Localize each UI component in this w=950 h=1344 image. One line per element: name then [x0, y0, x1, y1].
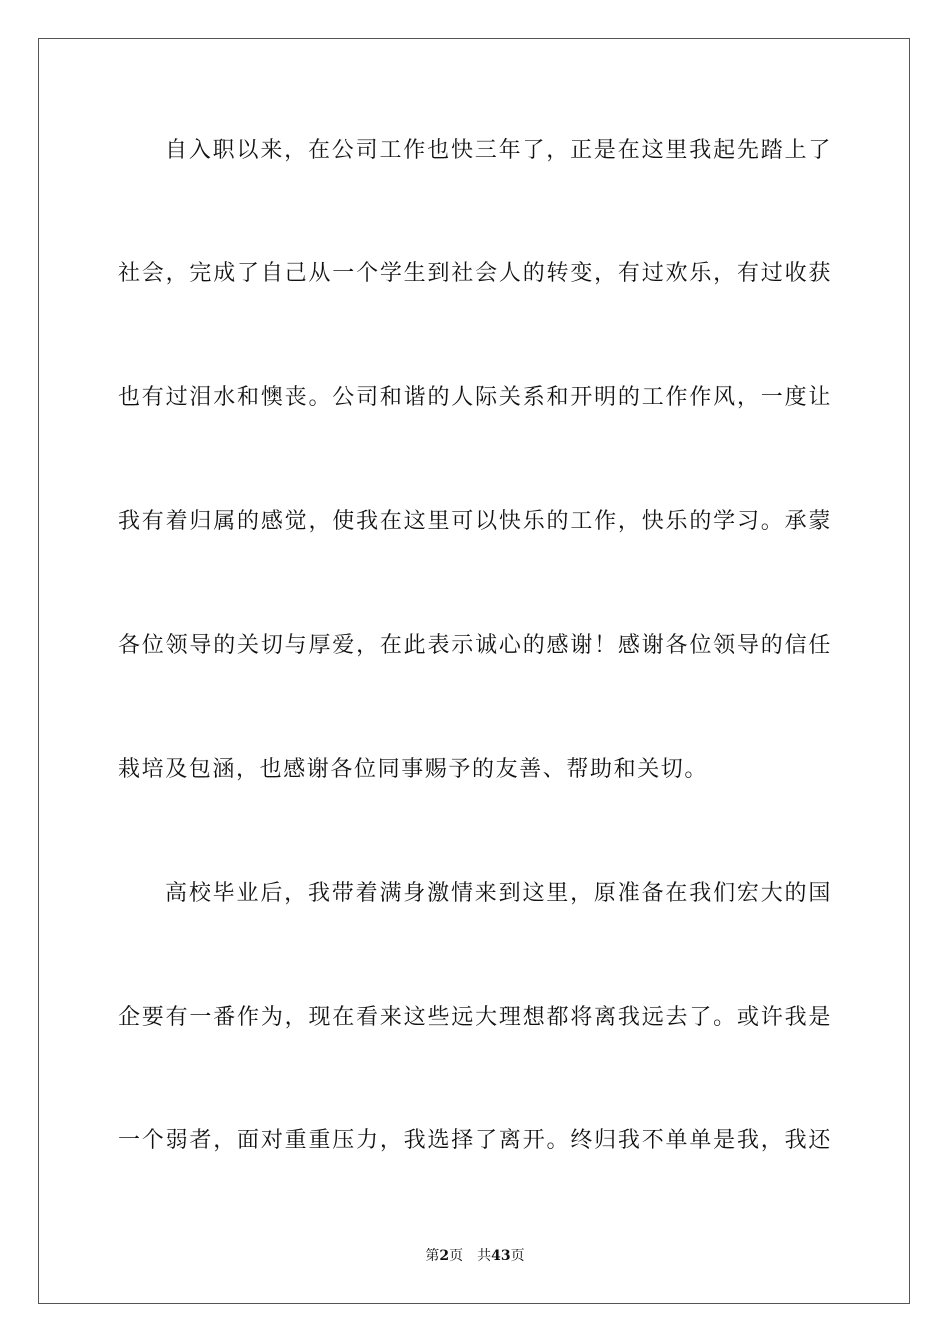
total-prefix: 共 — [477, 1248, 492, 1264]
page-footer — [0, 1246, 950, 1266]
paragraph-2-line-1: 高校毕业后，我带着满身激情来到这里，原准备在我们宏大的国 — [165, 881, 832, 906]
page-number: 2 — [439, 1248, 450, 1264]
page-suffix: 页 — [449, 1248, 464, 1264]
paragraph-1-line-6: 栽培及包涵，也感谢各位同事赐予的友善、帮助和关切。 — [118, 757, 709, 782]
paragraph-1-line-4: 我有着归属的感觉，使我在这里可以快乐的工作，快乐的学习。承蒙 — [118, 509, 832, 534]
paragraph-1-line-5: 各位领导的关切与厚爱，在此表示诚心的感谢！感谢各位领导的信任 — [118, 633, 832, 658]
paragraph-2-line-2: 企要有一番作为，现在看来这些远大理想都将离我远去了。或许我是 — [118, 1005, 832, 1030]
paragraph-1-line-1: 自入职以来，在公司工作也快三年了，正是在这里我起先踏上了 — [165, 138, 832, 163]
total-pages: 43 — [491, 1248, 511, 1264]
page-prefix: 第 — [425, 1248, 440, 1264]
paragraph-1-line-3: 也有过泪水和懊丧。公司和谐的人际关系和开明的工作作风，一度让 — [118, 385, 832, 410]
page-border — [38, 38, 910, 1304]
total-suffix: 页 — [510, 1248, 525, 1264]
paragraph-1-line-2: 社会，完成了自己从一个学生到社会人的转变，有过欢乐，有过收获 — [118, 261, 832, 286]
paragraph-2-line-3: 一个弱者，面对重重压力，我选择了离开。终归我不单单是我，我还 — [118, 1128, 832, 1153]
